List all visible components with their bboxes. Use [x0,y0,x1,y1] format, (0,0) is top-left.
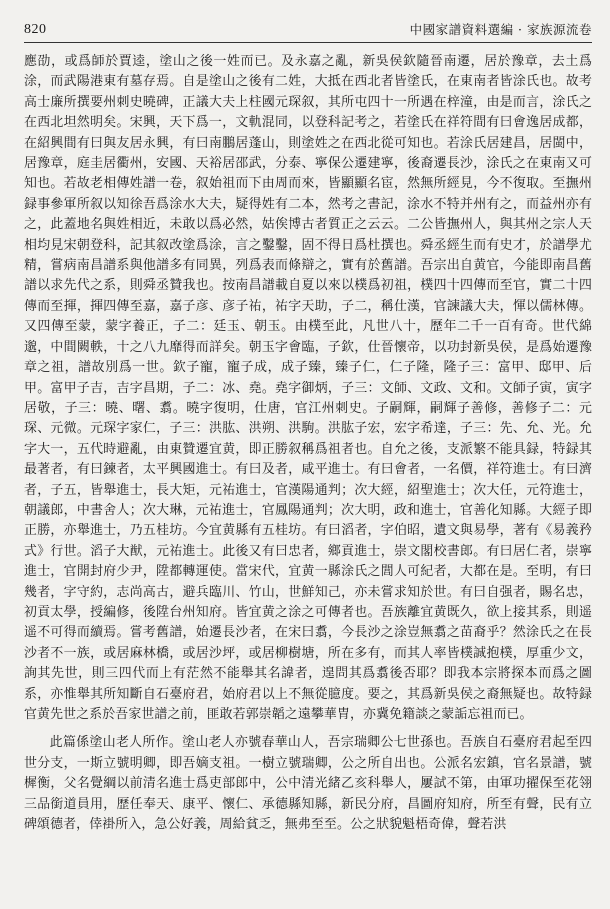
page-number: 820 [24,22,47,37]
header-rule [24,42,592,43]
paragraph: 此篇係塗山老人所作。塗山老人亦號春華山人，吾宗瑞卿公七世孫也。吾族自石臺府君起至四世分支，一斯立號明卿，即吾嫡支祖。一樹立號瑞卿，公之所自出也。公派名宏鎮，官名景譜，號樨衡，父名覺綱以前清名進士爲吏部郎中，公中清光緒乙亥科舉人，屢試不第，由軍功擢保至花翎三品銜道員用，歷任奉天、康平、懷仁、承德縣知縣，新民分府，昌圖府知府，所至有聲，民有立碑頌德者，倖褂所入，急公好義，周給貧乏，無弗至至。公之狀貌魁梧奇偉，聲若洪 [24,735,592,833]
page-header [24,18,592,38]
body-text [24,52,592,835]
paragraph: 應劭，或爲師於賈逵，塗山之後一姓而已。及永嘉之亂，新吳侯欽隨晉南遷，居於豫章，去土爲涂，而武陽港東有墓存焉。自是塗山之後有二姓，大抵在西北者皆塗氏，在東南者皆涂氏也。故考高士廉所撰要州刺史曉碑，正議大夫上柱國元琛叙，其所屯四十一所遇在梓潼，由是而言，涂氏之在西北坦然明矣。宋興，天下爲一，文軌混同，以登科記考之，若塗氏在祥符間有曰會逸居成都，在紹興間有曰與友居永興，有曰南鵬居蓬山，則塗姓之在西北從可知也。若涂氏居建昌，居閩中，居豫章，庭圭居衢州，安國、天裕居邵武，分泰、寧保公遷建寧，後裔遷長沙，涂氏之在東南又可知也。若故老相傳姓譜一卷，叙始祖而下由周而來，皆顯顯名宦，然無所經見，今不復取。至撫州録事參軍所叙以知徐吾爲涂水大夫，疑得姓有二本，然考之書記，涂水不特并州有之，而益州亦有之，此蓋地名與姓相近，未敢以爲必然，姑俟博古者質正之云云。二公皆撫州人，與其州之宗人天相均見宋朝登科，記其叙改塗爲涂，言之鑿鑿，固不得日爲杜撰也。舜丞經生而有史才，於譜學尤精，嘗病南昌譜系與他譜多有同異，列爲表而條辯之，實有於舊譜。吾宗出自黄官，今能即南昌舊譜以求先代之系，則舜丞贊我也。按南昌譜載自夏以來以樸爲初祖，樸四十四傳而至官，實二十四傳而至揮，揮四傳至嘉，嘉子彦、彦子祐，祐字天助，子二，稱仕漢，官諫議大夫，惲以儒林傳。又四傳至蒙，蒙字養正，子二：廷玉、朝玉。由樸至此，凡世八十，歷年二千一百有奇。世代綿邈，中間闕軼，十之八九靡得而詳矣。朝玉字會臨，子欽，仕晉懷帝，以功封新吳侯，是爲始遷豫章之祖，譜故別爲一世。欽子寵，寵子成，成子臻，臻子仁，仁子隆，隆子三：富甲、邸甲、后甲。富甲子吉，吉字昌期，子二：冰、堯。堯字御炳，子三：文師、文政、文和。文師子寅，寅字居敬，子三：曉、曙、翥。曉字復明，仕唐，官江州刺史。子嗣輝，嗣輝子善修，善修子二：元琛、元微。元琛字家仁，子三：洪肱、洪朔、洪駒。洪肱子宏，宏字希達，子三：先、允、光。允字大一，五代時避亂，由東贊遷宜黄，即正勝叙稱爲祖者也。自允之後，支派繁不能具録，特録其最著者，有曰鍊者，太平興國進士。有曰及者，咸平進士。有曰會者，一名價，祥符進士。有曰濟者，子五，皆舉進士，長大矩，元祐進士，官漢陽通判；次大經，紹聖進士；次大任，元符進士，朝議郎，中書舍人；次大琳，元祐進士，官鳳陽通判；次大明，政和進士，官善化知縣。大經子即正勝，亦舉進士，乃五桂坊。今宜黄縣有五桂坊。有曰滔者，字伯昭，遺文與易學，著有《易義矜式》行世。滔子大猷，元祐進士。此後又有曰忠者，鄉貢進士，崇文閣校書郎。有曰居仁者，崇寧進士，官開封府少尹，陞都轉運使。當宋代，宜黄一縣涂氏之閭人可紀者，大都在是。至明，有曰幾者，字守約，志尚高古，避兵臨川、竹山，世鮮知己，亦未嘗求知於世。有曰自强者，賜名忠，初貢太學，授編修，後陞台州知府。皆宜黄之涂之可傳者也。吾族離宜黄既久，欲上接其系，則遥遥不可得而續焉。嘗考舊譜，始遷長沙者，在宋曰翥，今長沙之涂豈無翥之苗裔乎？然涂氏之在長沙者不一族，或居麻林橋，或居沙坪，或居柳樹塘，所在多有，而其人率皆樸誠抱樸，厚重少文，詢其先世，則三四代而上有茫然不能舉其名諱者，遑問其爲翥後否耶？即我本宗將探本而爲之圖系，亦惟舉其所知斷自石臺府君，始府君以上不無從臆度。要之，其爲新吳侯之裔無疑也。故特録官黄先世之系於吾家世譜之前，匪敢若郭崇韜之遠攀華胄，亦冀免籍談之蒙詬忘祖而已。 [24,54,592,722]
running-title: 中國家譜資料選編 · 家族源流卷 [409,22,592,37]
